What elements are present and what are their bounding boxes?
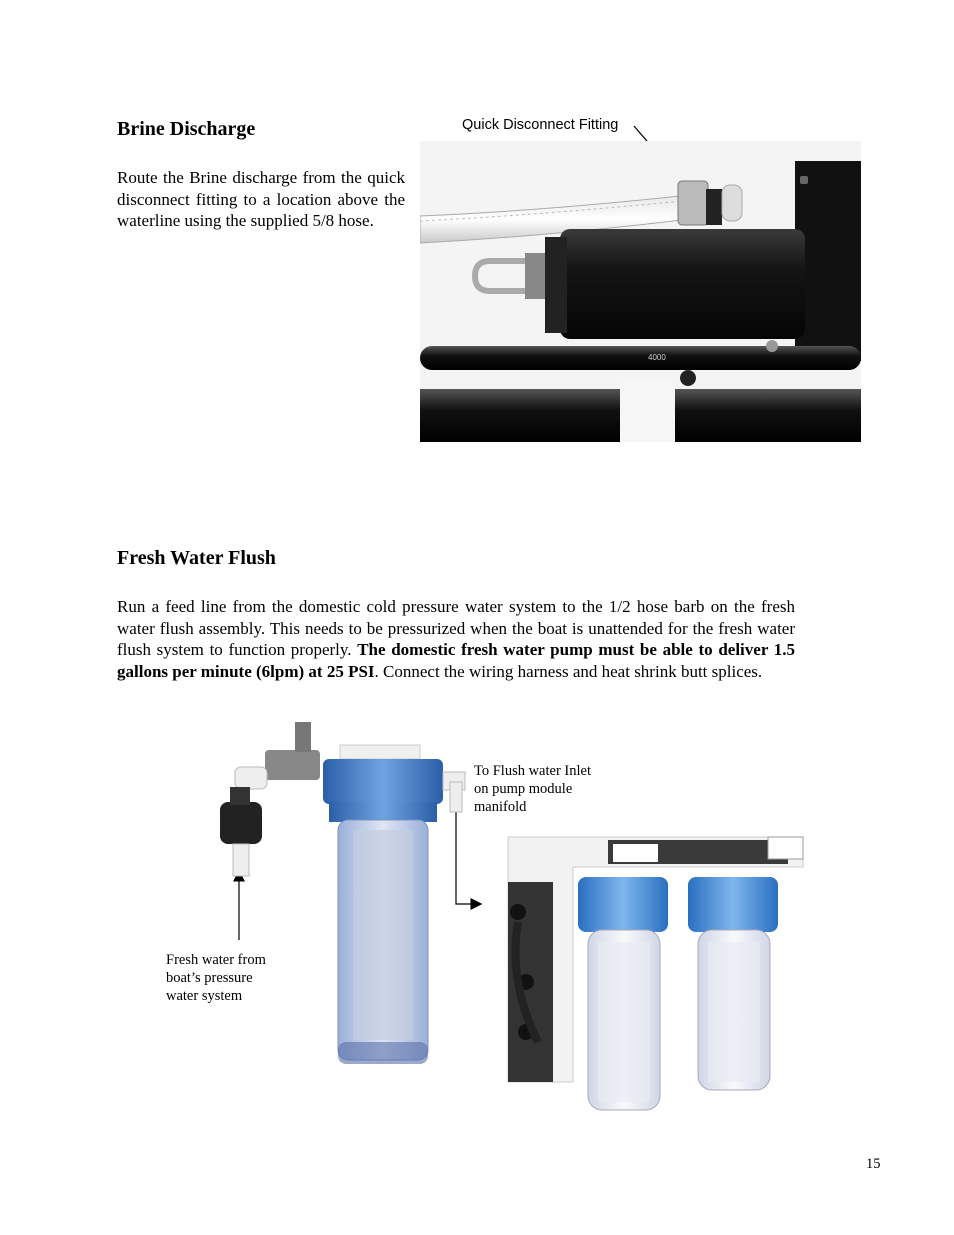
fresh-callout-line1: Fresh water from <box>166 952 266 968</box>
page-number: 15 <box>866 1156 881 1172</box>
quick-disconnect-callout: Quick Disconnect Fitting <box>462 117 619 133</box>
inlet-callout-line3: manifold <box>474 799 527 815</box>
brine-body: Route the Brine discharge from the quick disconnect fitting to a location above the waterline using the supplied 5/8 hose. <box>117 168 405 231</box>
flush-body-part1: Run a feed line from the domestic cold pressure water system to the 1/2 hose barb on the fresh water flush assembly. This needs to be pressurized when the boat is unattended for the fresh water flush system to function properly. <box>117 597 795 660</box>
fresh-callout-line3: water system <box>166 988 243 1004</box>
flush-body-part2: . Connect the wiring harness and heat shrink butt splices. <box>374 662 763 682</box>
brine-heading: Brine Discharge <box>117 118 256 140</box>
flush-body-bold: The domestic fresh water pump must be able to deliver 1.5 gallons per minute (6lpm) at 25 PSI <box>117 640 795 682</box>
inlet-callout-line1: To Flush water Inlet <box>474 763 591 779</box>
flush-heading: Fresh Water Flush <box>117 547 276 569</box>
fresh-callout-line2: boat’s pressure <box>166 970 253 986</box>
pump-module-photo <box>478 832 808 1114</box>
flush-assembly-photo <box>205 712 480 1082</box>
flush-body <box>117 596 795 683</box>
brine-discharge-photo <box>420 141 861 442</box>
inlet-callout-line2: on pump module <box>474 781 573 797</box>
photo-marking: 4000 <box>648 353 666 362</box>
inlet-callout <box>474 762 591 816</box>
fresh-water-callout <box>166 951 266 1005</box>
